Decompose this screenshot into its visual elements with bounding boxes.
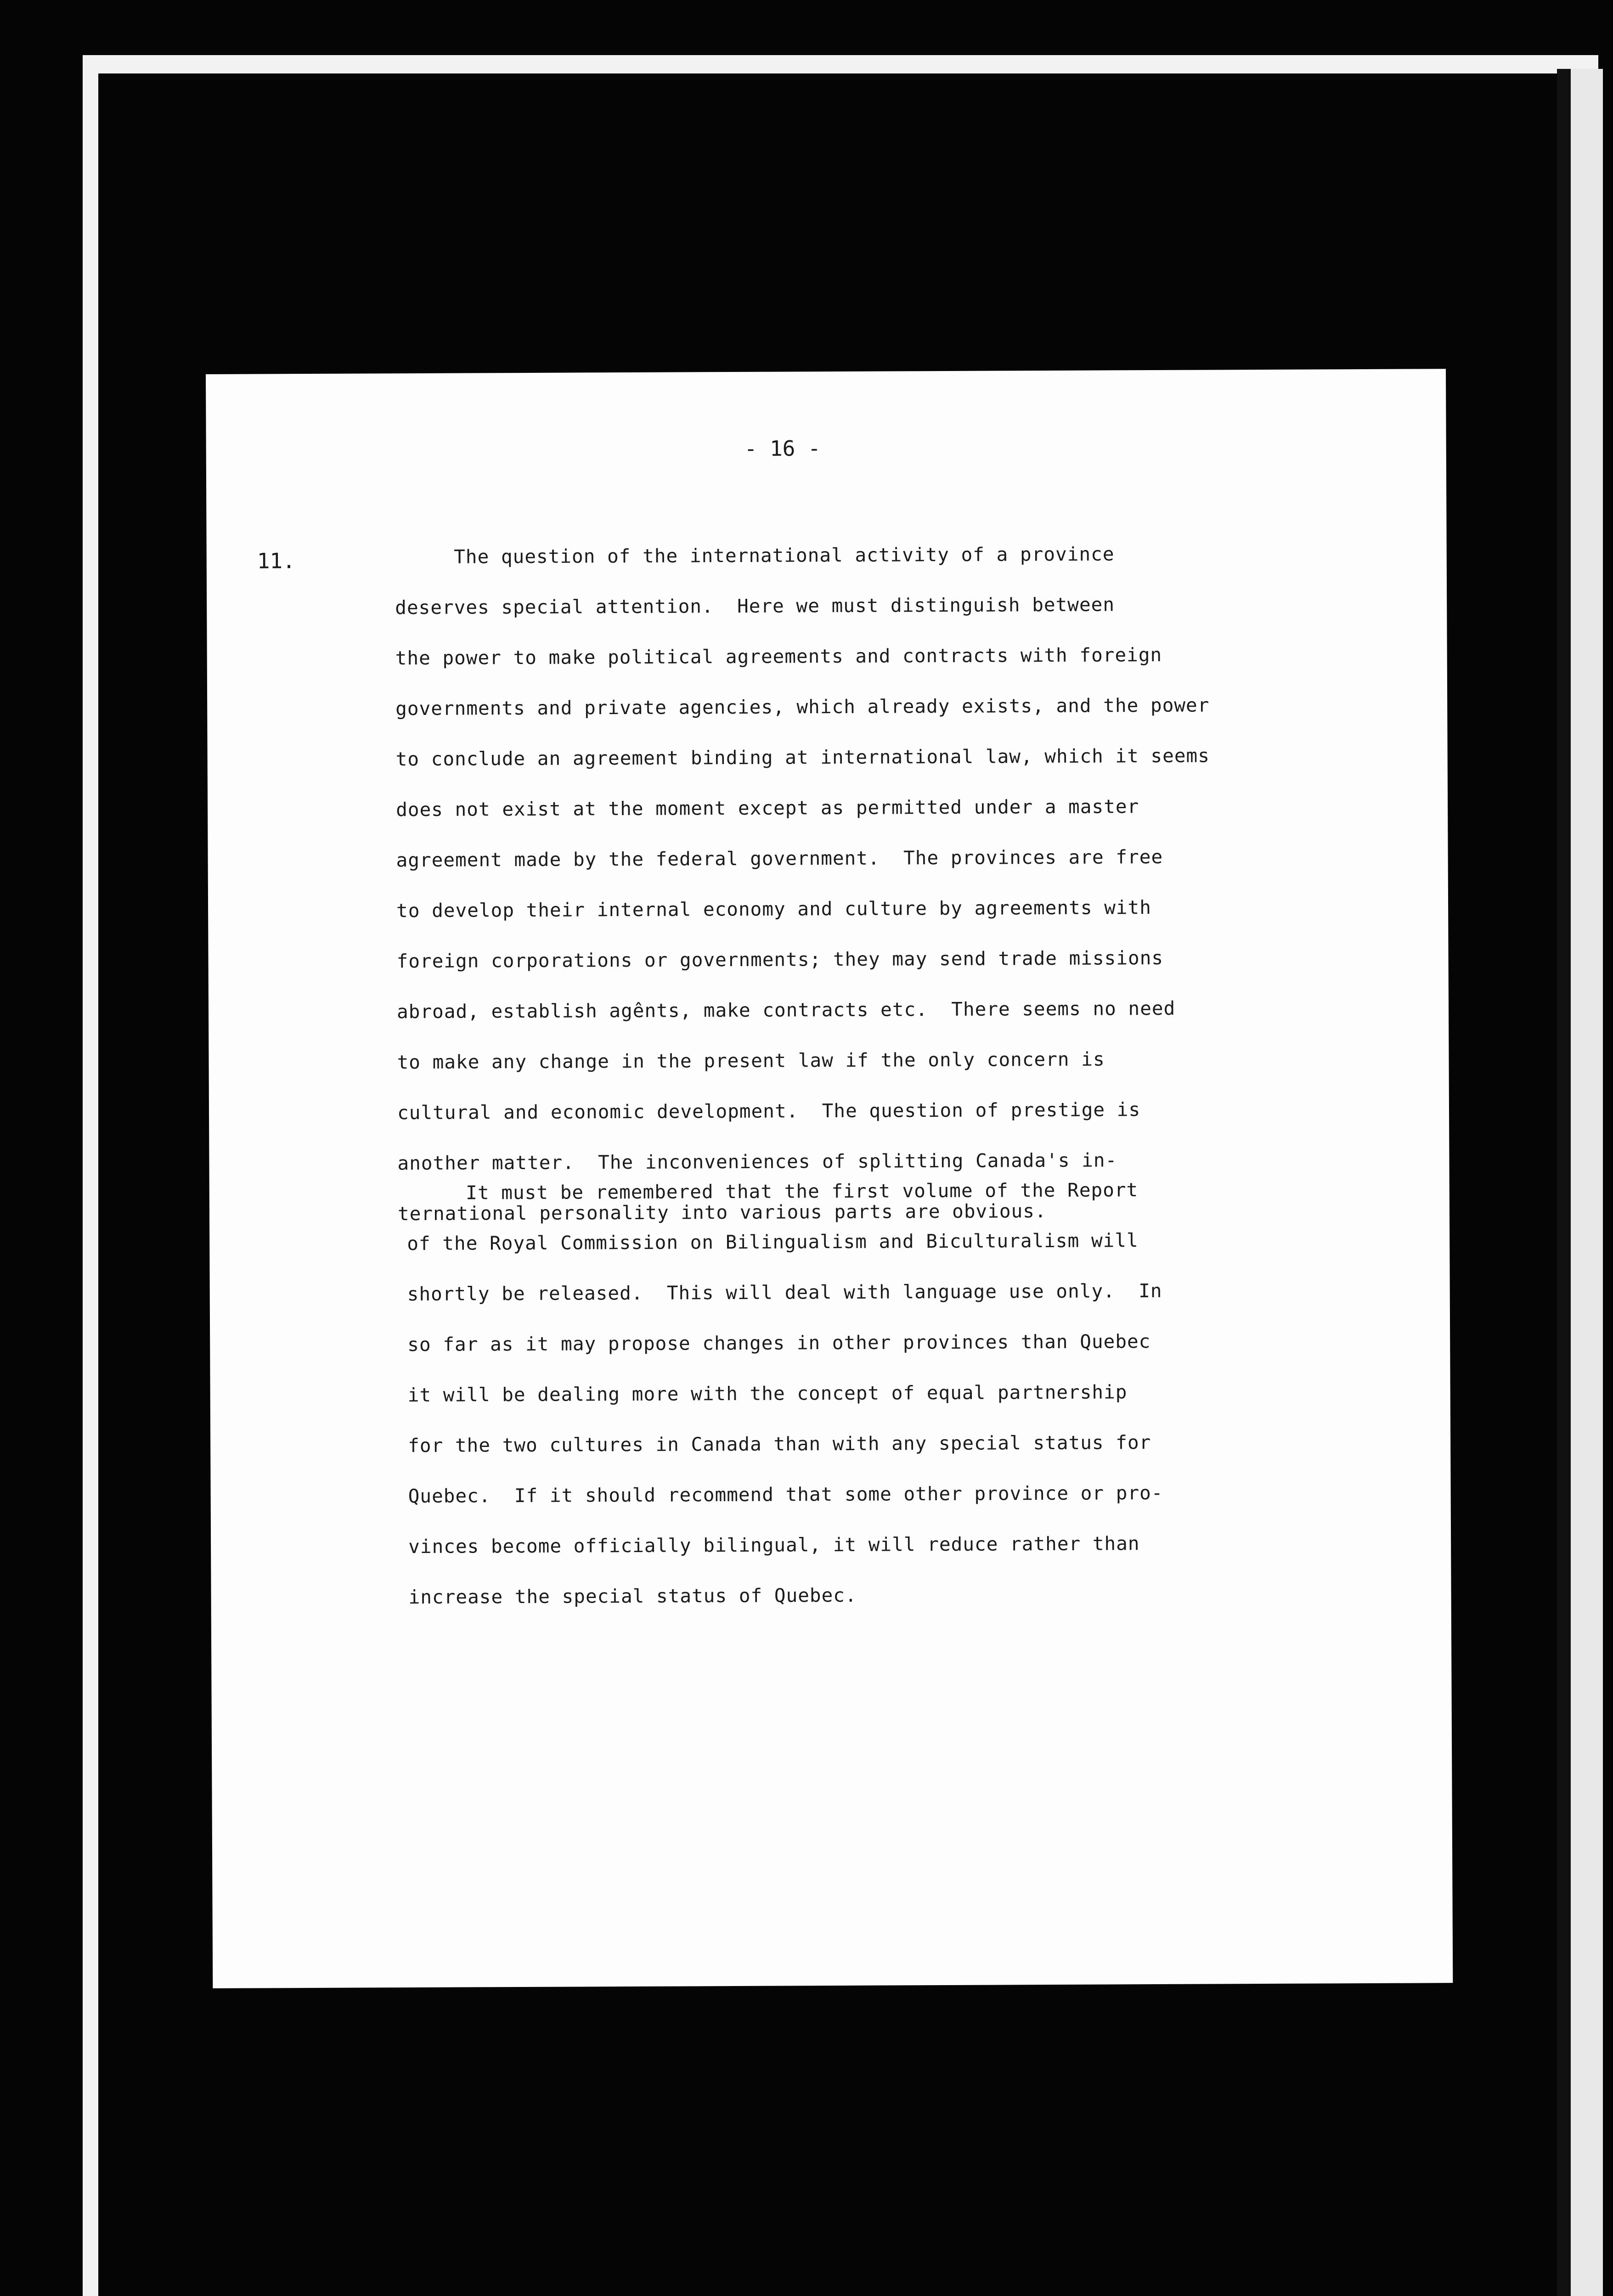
- text-line: it will be dealing more with the concept of equal partnership: [407, 1381, 1128, 1407]
- text-line: The question of the international activity of a province: [395, 543, 1115, 568]
- text-line: another matter. The inconveniences of splitting Canada's in-: [397, 1149, 1117, 1175]
- page-number: - 16 -: [744, 436, 821, 461]
- text-line: abroad, establish agênts, make contracts etc. There seems no need: [396, 997, 1176, 1023]
- text-line: cultural and economic development. The question of prestige is: [397, 1098, 1141, 1124]
- text-line: to conclude an agreement binding at international law, which it seems: [395, 744, 1210, 771]
- text-line: so far as it may propose changes in other provinces than Quebec: [407, 1330, 1151, 1356]
- text-line: increase the special status of Quebec.: [408, 1584, 857, 1609]
- film-border-left: [83, 55, 98, 2296]
- text-line: vinces become officially bilingual, it will reduce rather than: [408, 1532, 1140, 1558]
- text-line: foreign corporations or governments; they may send trade missions: [396, 946, 1164, 973]
- text-line: for the two cultures in Canada than with any special status for: [408, 1431, 1151, 1457]
- text-line: agreement made by the federal government. The provinces are free: [396, 845, 1163, 872]
- paragraph-2: [407, 1164, 1387, 1622]
- document-page: [206, 369, 1453, 1988]
- paragraph-1: [395, 528, 1376, 1239]
- film-border-right: [1571, 69, 1603, 2296]
- text-line: deserves special attention. Here we must distinguish between: [395, 593, 1115, 619]
- film-border-right-shadow: [1557, 69, 1571, 2296]
- text-line: Quebec. If it should recommend that some other province or pro-: [408, 1481, 1163, 1508]
- text-line: to make any change in the present law if the only concern is: [397, 1048, 1105, 1074]
- paragraph-number: 11.: [257, 548, 295, 574]
- text-line: of the Royal Commission on Bilingualism and Biculturalism will: [407, 1229, 1139, 1255]
- text-line: governments and private agencies, which already exists, and the power: [395, 694, 1210, 720]
- text-line: shortly be released. This will deal with language use only. In: [407, 1279, 1162, 1306]
- film-border-top: [83, 55, 1598, 73]
- text-line: does not exist at the moment except as permitted under a master: [396, 795, 1139, 821]
- text-line: the power to make political agreements and contracts with foreign: [395, 643, 1162, 670]
- text-line: to develop their internal economy and culture by agreements with: [396, 896, 1151, 922]
- text-line: It must be remembered that the first volume of the Report: [406, 1179, 1139, 1204]
- text-line: ternational personality into various parts are obvious.: [397, 1200, 1047, 1225]
